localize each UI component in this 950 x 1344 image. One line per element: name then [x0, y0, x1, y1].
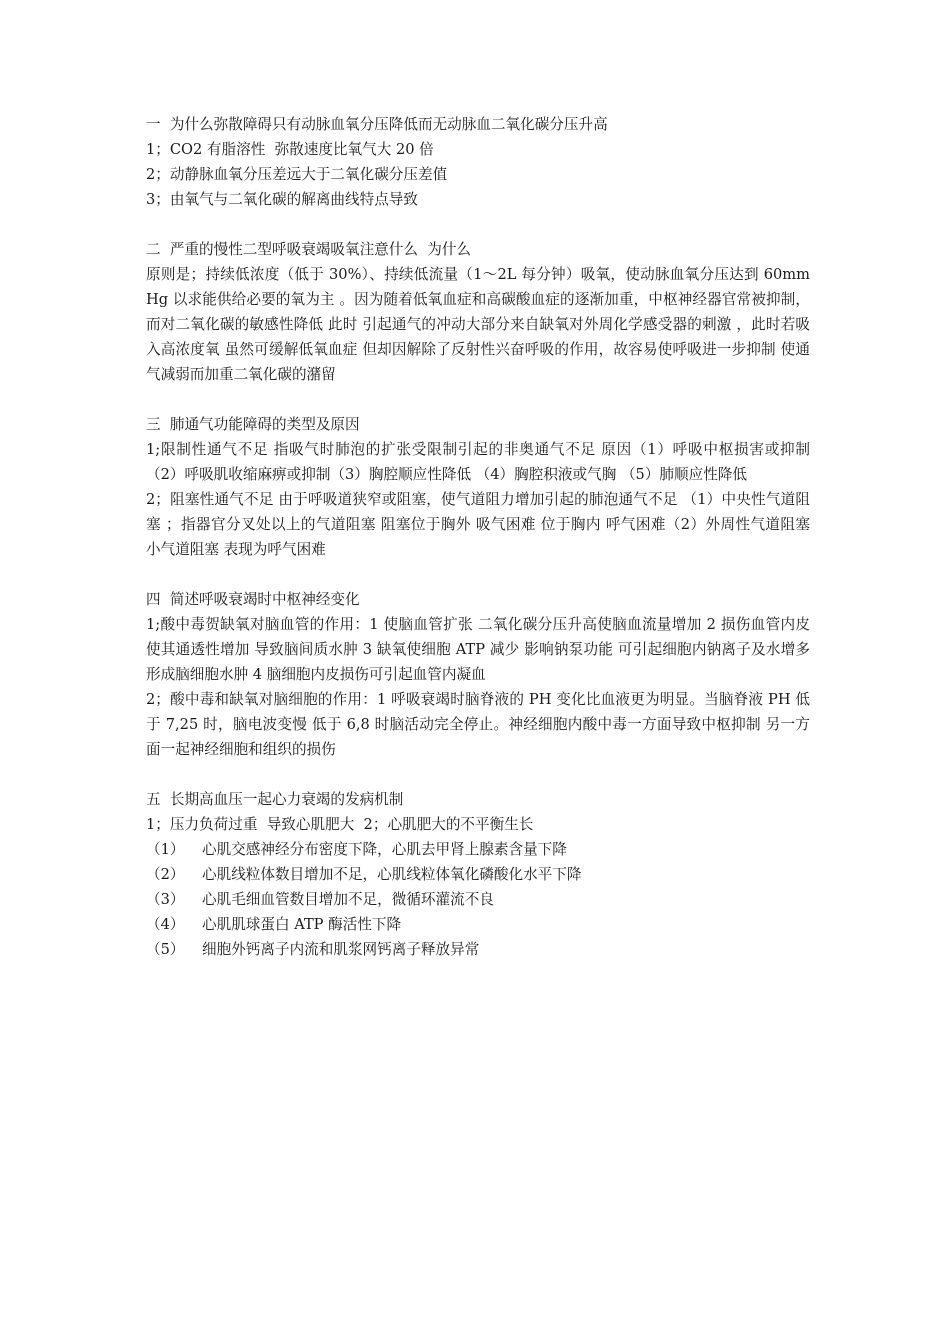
section-2 — [146, 237, 810, 387]
list-item: 1；压力负荷过重 导致心肌肥大 2；心肌肥大的不平衡生长 — [146, 816, 534, 833]
paragraph: 原则是；持续低浓度（低于 30%）、持续低流量（1～2L 每分钟）吸氧，使动脉血氧分压达到 60mmHg 以求能供给必要的氧为主 。因为随着低氧血症和高碳酸血症的逐渐加重，中枢神经器官常被抑制，而对二氧化碳的敏感性降低 此时 引起通气的冲动大部分来自缺氧对外周化学感受器的刺激 ，此时若吸入高浓度氧 虽然可缓解低氧血症 但却因解除了反射性兴奋呼吸的作用，故容易使呼吸进一步抑制 使通气减弱而加重二氧化碳的潴留 — [146, 266, 810, 383]
item-text: 心肌肌球蛋白 ATP 酶活性下降 — [202, 916, 402, 933]
section-5 — [146, 787, 810, 962]
paragraph: 2；酸中毒和缺氧对脑细胞的作用：1 呼吸衰竭时脑脊液的 PH 变化比血液更为明显。当脑脊液 PH 低于 7,25 时，脑电波变慢 低于 6,8 时脑活动完全停止。神经细胞内酸中毒一方面导致中枢抑制 另一方面一起神经细胞和组织的损伤 — [146, 691, 810, 758]
paragraph: 2；阻塞性通气不足 由于呼吸道狭窄或阻塞，使气道阻力增加引起的肺泡通气不足 （1）中央性气道阻塞 ；指器官分叉处以上的气道阻塞 阻塞位于胸外 吸气困难 位于胸内 呼气困难（2）外周性气道阻塞 小气道阻塞 表现为呼气困难 — [146, 491, 810, 558]
item-number: （4） — [146, 916, 185, 933]
section-heading: 三 肺通气功能障碍的类型及原因 — [146, 416, 360, 433]
section-heading: 一 为什么弥散障碍只有动脉血氧分压降低而无动脉血二氧化碳分压升高 — [146, 116, 608, 133]
item-number: （2） — [146, 866, 185, 883]
item-text: 细胞外钙离子内流和肌浆网钙离子释放异常 — [202, 941, 480, 958]
section-heading: 五 长期高血压一起心力衰竭的发病机制 — [146, 791, 404, 808]
item-number: （5） — [146, 941, 185, 958]
list-item: 2；动静脉血氧分压差远大于二氧化碳分压差值 — [146, 166, 448, 183]
numbered-item — [146, 887, 810, 912]
numbered-item — [146, 837, 810, 862]
item-text: 心肌线粒体数目增加不足，心肌线粒体氧化磷酸化水平下降 — [202, 866, 582, 883]
section-3 — [146, 412, 810, 562]
numbered-item — [146, 937, 810, 962]
section-heading: 二 严重的慢性二型呼吸衰竭吸氧注意什么 为什么 — [146, 241, 472, 258]
section-4 — [146, 587, 810, 762]
item-text: 心肌毛细血管数目增加不足，微循环灌流不良 — [202, 891, 494, 908]
list-item: 3；由氧气与二氧化碳的解离曲线特点导致 — [146, 191, 418, 208]
section-heading: 四 简述呼吸衰竭时中枢神经变化 — [146, 591, 360, 608]
item-text: 心肌交感神经分布密度下降，心肌去甲肾上腺素含量下降 — [202, 841, 567, 858]
item-number: （1） — [146, 841, 185, 858]
document-page — [146, 112, 810, 987]
list-item: 1；CO2 有脂溶性 弥散速度比氧气大 20 倍 — [146, 141, 434, 158]
item-number: （3） — [146, 891, 185, 908]
numbered-item — [146, 912, 810, 937]
paragraph: 1;限制性通气不足 指吸气时肺泡的扩张受限制引起的非奥通气不足 原因（1）呼吸中枢损害或抑制 （2）呼吸肌收缩麻痹或抑制（3）胸腔顺应性降低 （4）胸腔积液或气胸 （5）肺顺应性降低 — [146, 441, 810, 483]
numbered-item — [146, 862, 810, 887]
paragraph: 1;酸中毒贺缺氧对脑血管的作用：1 使脑血管扩张 二氧化碳分压升高使脑血流量增加 2 损伤血管内皮使其通透性增加 导致脑间质水肿 3 缺氧使细胞 ATP 减少 影响钠泵功能 可引起细胞内钠离子及水增多 形成脑细胞水肿 4 脑细胞内皮损伤可引起血管内凝血 — [146, 616, 810, 683]
section-1 — [146, 112, 810, 212]
